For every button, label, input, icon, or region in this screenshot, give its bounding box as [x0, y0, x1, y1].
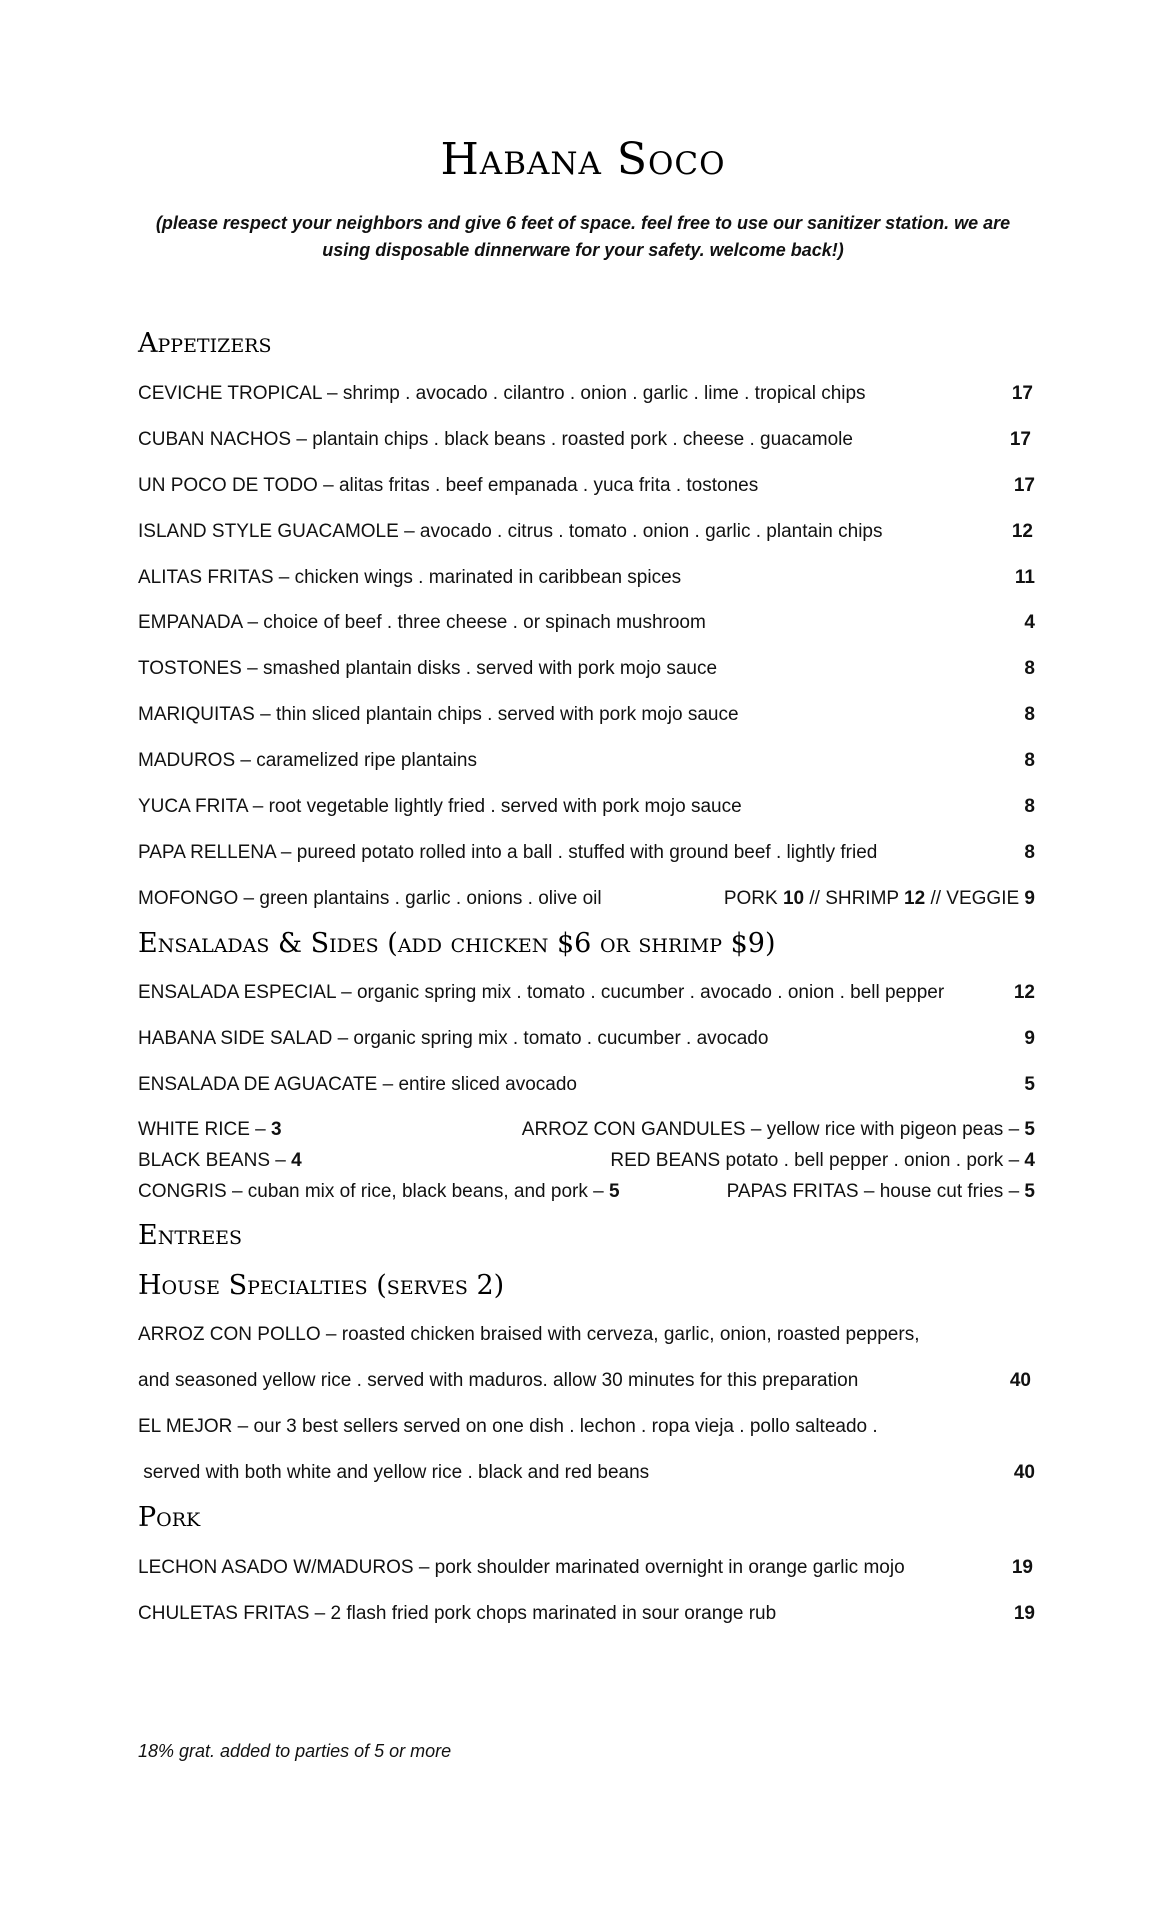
safety-notice-line-1: (please respect your neighbors and give 6 feet of space. feel free to use our sanitizer station. we are — [155, 213, 1011, 233]
side-label: RED BEANS potato . bell pepper . onion . pork – — [610, 1150, 1025, 1171]
menu-item — [138, 565, 1035, 591]
item-price: 5 — [1024, 1074, 1035, 1095]
item-price: 4 — [1024, 612, 1035, 633]
item-description: PAPA RELLENA – pureed potato rolled into a ball . stuffed with ground beef . lightly fried — [138, 842, 878, 863]
menu-item — [138, 519, 1035, 545]
item-price: 17 — [1009, 429, 1031, 450]
side-price: 5 — [609, 1181, 620, 1202]
item-description: HABANA SIDE SALAD – organic spring mix . tomato . cucumber . avocado — [138, 1028, 769, 1049]
side-price: 4 — [1024, 1150, 1035, 1171]
side-red-beans — [610, 1148, 1035, 1174]
item-description: ENSALADA ESPECIAL – organic spring mix . tomato . cucumber . avocado . onion . bell pepper — [138, 982, 945, 1003]
item-price: 40 — [1013, 1462, 1035, 1483]
item-price: 8 — [1024, 842, 1035, 863]
item-price: 11 — [1014, 567, 1035, 588]
side-black-beans — [138, 1148, 302, 1174]
restaurant-title: Habana Soco — [440, 134, 726, 185]
side-label: BLACK BEANS – — [138, 1150, 292, 1171]
gratuity-note: 18% grat. added to parties of 5 or more — [138, 1741, 452, 1761]
item-description: CHULETAS FRITAS – 2 flash fried pork chops marinated in sour orange rub — [138, 1603, 777, 1624]
shrimp-option-price: 12 — [904, 888, 926, 909]
side-arroz-gandules — [522, 1117, 1035, 1143]
menu-item — [138, 1026, 1035, 1052]
veggie-option-label: // VEGGIE — [925, 888, 1025, 909]
ensaladas-heading: Ensaladas & Sides (add chicken $6 or shrimp $9) — [138, 928, 776, 959]
item-description: TOSTONES – smashed plantain disks . served with pork mojo sauce — [138, 658, 718, 679]
item-price: 9 — [1024, 1028, 1035, 1049]
item-description: CEVICHE TROPICAL – shrimp . avocado . cilantro . onion . garlic . lime . tropical chips — [138, 383, 866, 404]
el-mejor-line-2 — [138, 1460, 1035, 1486]
menu-item — [138, 427, 1035, 453]
item-price: 40 — [1009, 1370, 1031, 1391]
menu-item — [138, 794, 1035, 820]
item-description: EMPANADA – choice of beef . three cheese . or spinach mushroom — [138, 612, 706, 633]
side-price: 4 — [291, 1150, 302, 1171]
side-price: 3 — [271, 1119, 282, 1140]
appetizers-heading: Appetizers — [138, 328, 272, 359]
item-description: YUCA FRITA – root vegetable lightly fried . served with pork mojo sauce — [138, 796, 742, 817]
item-description: and seasoned yellow rice . served with maduros. allow 30 minutes for this preparation — [138, 1370, 859, 1391]
item-description: MOFONGO – green plantains . garlic . onions . olive oil — [138, 888, 602, 909]
safety-notice — [140, 210, 1026, 264]
mofongo-price-options — [724, 886, 1035, 912]
menu-item — [138, 1555, 1035, 1581]
item-description: served with both white and yellow rice . black and red beans — [138, 1462, 650, 1483]
menu-item — [138, 610, 1035, 636]
side-price: 5 — [1024, 1181, 1035, 1202]
shrimp-option-label: // SHRIMP — [804, 888, 905, 909]
menu-item-mofongo — [138, 886, 1035, 912]
item-description: ISLAND STYLE GUACAMOLE – avocado . citrus . tomato . onion . garlic . plantain chips — [138, 521, 883, 542]
menu-item — [138, 1601, 1035, 1627]
item-price: 17 — [1013, 475, 1035, 496]
item-description: CUBAN NACHOS – plantain chips . black beans . roasted pork . cheese . guacamole — [138, 429, 853, 450]
item-price: 8 — [1024, 704, 1035, 725]
side-price: 5 — [1024, 1119, 1035, 1140]
house-specialties-heading: House Specialties (serves 2) — [138, 1270, 505, 1301]
side-papas-fritas — [727, 1179, 1035, 1205]
veggie-option-price: 9 — [1024, 888, 1035, 909]
menu-item — [138, 656, 1035, 682]
item-description: MADUROS – caramelized ripe plantains — [138, 750, 477, 771]
item-description: MARIQUITAS – thin sliced plantain chips . served with pork mojo sauce — [138, 704, 739, 725]
item-price: 8 — [1024, 796, 1035, 817]
el-mejor-line-1 — [138, 1414, 1035, 1440]
item-description: UN POCO DE TODO – alitas fritas . beef empanada . yuca frita . tostones — [138, 475, 759, 496]
side-label: WHITE RICE – — [138, 1119, 272, 1140]
safety-notice-line-2: using disposable dinnerware for your safety. welcome back!) — [322, 240, 844, 260]
menu-item — [138, 840, 1035, 866]
menu-item — [138, 381, 1035, 407]
item-description: LECHON ASADO W/MADUROS – pork shoulder marinated overnight in orange garlic mojo — [138, 1557, 905, 1578]
item-price: 12 — [1013, 982, 1035, 1003]
menu-item — [138, 473, 1035, 499]
side-white-rice — [138, 1117, 282, 1143]
pork-option-label: PORK — [723, 888, 783, 909]
menu-item — [138, 1072, 1035, 1098]
item-description: ALITAS FRITAS – chicken wings . marinated in caribbean spices — [138, 567, 682, 588]
side-label: ARROZ CON GANDULES – yellow rice with pigeon peas – — [521, 1119, 1025, 1140]
item-price: 12 — [1011, 521, 1033, 542]
menu-item — [138, 748, 1035, 774]
menu-item — [138, 702, 1035, 728]
side-label: CONGRIS – cuban mix of rice, black beans, and pork – — [138, 1181, 609, 1202]
entrees-heading: Entrees — [138, 1220, 243, 1251]
side-congris — [138, 1179, 620, 1205]
item-price: 17 — [1011, 383, 1033, 404]
arroz-con-pollo-line-2 — [138, 1368, 1035, 1394]
item-price: 8 — [1024, 750, 1035, 771]
item-description: ARROZ CON POLLO – roasted chicken braised with cerveza, garlic, onion, roasted peppers, — [138, 1324, 920, 1345]
pork-option-price: 10 — [782, 888, 805, 909]
side-label: PAPAS FRITAS – house cut fries – — [726, 1181, 1025, 1202]
item-description: EL MEJOR – our 3 best sellers served on one dish . lechon . ropa vieja . pollo salteado . — [138, 1416, 878, 1437]
arroz-con-pollo-line-1 — [138, 1322, 1035, 1348]
menu-item — [138, 980, 1035, 1006]
item-price: 19 — [1013, 1603, 1035, 1624]
item-description: ENSALADA DE AGUACATE – entire sliced avocado — [138, 1074, 577, 1095]
item-price: 8 — [1024, 658, 1035, 679]
item-price: 19 — [1011, 1557, 1033, 1578]
pork-heading: Pork — [138, 1502, 201, 1533]
